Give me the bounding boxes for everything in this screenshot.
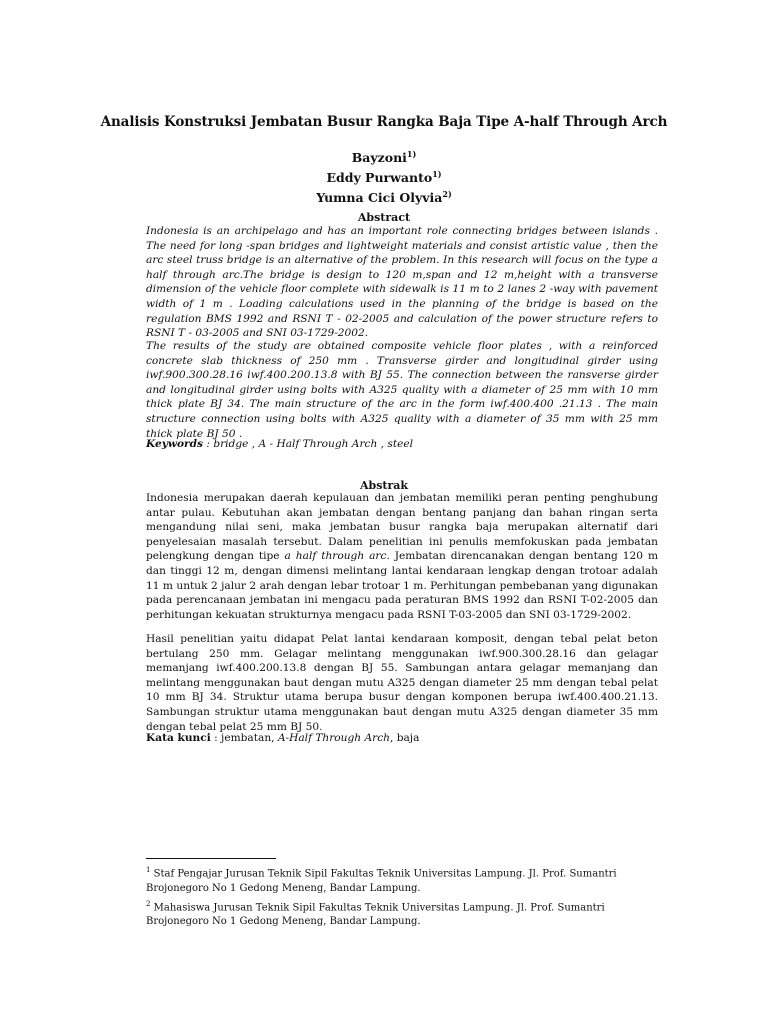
abstrak-text: . Jembatan direncanakan dengan bentang 120 m dan tinggi 12 m, dengan dimensi melintang lantai kendaraan lengkap dengan trotoar adalah 11 m untuk 2 jalur 2 arah dengan lebar trotoar 1 m. Perhitungan pembebanan yang digunakan pada perencanaan jembatan ini mengacu pada peraturan BMS 1992 dan RSNI T-02-2005 dan perhitungan kekuatan strukturnya mengacu pada RSNI T-03-2005 dan SNI 03-1729-2002. xyxy=(146,550,658,621)
abstrak-heading: Abstrak xyxy=(359,479,409,492)
kata-kunci-label: Kata kunci xyxy=(146,732,211,744)
abstrak-paragraph-1 xyxy=(146,491,658,622)
kata-kunci-text: , baja xyxy=(389,732,420,744)
paper-title: Analisis Konstruksi Jembatan Busur Rangka Baja Tipe A-half Through Arch xyxy=(100,114,668,130)
footnote-text: Mahasiswa Jurusan Teknik Sipil Fakultas Teknik Universitas Lampung. Jl. Prof. Sumantri Brojonegoro No 1 Gedong Meneng, Bandar Lampung. xyxy=(146,901,605,928)
footnote-marker: 1 xyxy=(146,866,151,874)
footnote-2 xyxy=(146,897,658,931)
author-name: Yumna Cici Olyvia xyxy=(316,190,443,206)
footnotes xyxy=(146,863,658,930)
keywords-label: Keywords xyxy=(146,438,204,450)
author-2 xyxy=(0,166,768,186)
affiliation-marker: 2) xyxy=(442,189,452,200)
footnote-separator xyxy=(146,858,276,859)
author-1 xyxy=(0,146,768,166)
keywords-line xyxy=(146,437,658,452)
kata-kunci-text: : jembatan, xyxy=(210,732,278,744)
affiliation-marker: 1) xyxy=(432,169,442,180)
abstract-heading: Abstract xyxy=(357,211,411,224)
abstract-paragraph-2: The results of the study are obtained composite vehicle floor plates , with a reinforced concrete slab thickness of 250 mm . Transverse girder and longitudinal girder using iwf.900.300.28.16 iwf.400.200.13.8 with BJ 55. The connection between the ransverse girder and longitudinal girder using bolts with A325 quality with a diameter of 25 mm with 10 mm thick plate BJ 34. The main structure of the arc in the form iwf.400.400 .21.13 . The main structure connection using bolts with A325 quality with a diameter of 35 mm with 25 mm thick plate BJ 50 . xyxy=(146,340,658,440)
abstract-paragraph-1: Indonesia is an archipelago and has an important role connecting bridges between islands . The need for long -span bridges and lightweight materials and consist artistic value , then the arc steel truss bridge is an alternative of the problem. In this research will focus on the type a half through arc.The bridge is design to 120 m,span and 12 m,height with a transverse dimension of the vehicle floor complete with sidewalk is 11 m to 2 lanes 2 -way with pavement width of 1 m . Loading calculations used in the planning of the bridge is based on the regulation BMS 1992 and RSNI T - 02-2005 and calculation of the power structure refers to RSNI T - 03-2005 and SNI 03-1729-2002. xyxy=(146,225,658,340)
footnote-text: Staf Pengajar Jurusan Teknik Sipil Fakultas Teknik Universitas Lampung. Jl. Prof. Sumantri Brojonegoro No 1 Gedong Meneng, Bandar Lampung. xyxy=(146,868,617,894)
abstrak-italic-term: a half through arc xyxy=(284,550,387,563)
keywords-text: : bridge , A - Half Through Arch , steel xyxy=(203,438,414,450)
author-3 xyxy=(0,186,768,206)
kata-kunci-italic: A-Half Through Arch xyxy=(277,732,390,744)
abstrak-text: Indonesia merupakan daerah kepulauan dan jembatan memiliki peran penting penghubung antar pulau. Kebutuhan akan jembatan dengan bentang panjang dan bahan ringan serta mengandung nilai seni, maka jembatan busur rangka baja merupakan alternatif dari penyelesaian masalah tersebut. Dalam penelitian ini penulis memfokuskan pada jembatan pelengkung dengan tipe xyxy=(146,492,658,563)
affiliation-marker: 1) xyxy=(406,149,417,159)
author-name: Bayzoni xyxy=(351,150,407,166)
footnote-marker: 2 xyxy=(146,899,151,908)
footnote-1 xyxy=(146,863,658,897)
kata-kunci-line xyxy=(146,731,658,746)
abstrak-paragraph-2: Hasil penelitian yaitu didapat Pelat lantai kendaraan komposit, dengan tebal pelat beton bertulang 250 mm. Gelagar melintang menggunakan iwf.900.300.28.16 dan gelagar memanjang iwf.400.200.13.8 dengan BJ 55. Sambungan antara gelagar memanjang dan melintang menggunakan baut dengan mutu A325 dengan diameter 25 mm dengan tebal pelat 10 mm BJ 34. Struktur utama berupa busur dengan komponen berupa iwf.400.400.21.13. Sambungan struktur utama menggunakan baut dengan mutu A325 dengan diameter 35 mm dengan tebal pelat 25 mm BJ 50. xyxy=(146,633,658,733)
author-list xyxy=(0,146,768,206)
author-name: Eddy Purwanto xyxy=(326,170,433,186)
